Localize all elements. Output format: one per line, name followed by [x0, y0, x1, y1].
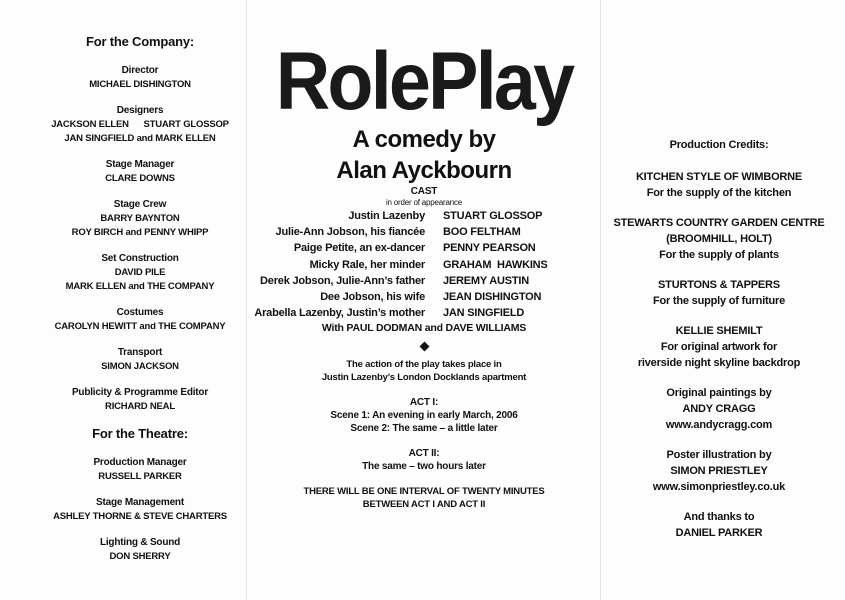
cast-role: Dee Jobson, his wife: [320, 291, 425, 304]
cast-row: [238, 289, 610, 305]
cast-actor: JEAN DISHINGTON: [443, 291, 542, 304]
credit-group: [40, 198, 240, 240]
cast-actor: JEREMY AUSTIN: [443, 274, 530, 287]
credit-group: [40, 386, 240, 414]
production-credits-column: [604, 138, 834, 555]
credit-line: www.simonpriestley.co.uk: [652, 481, 786, 493]
credit-role: Director: [121, 65, 159, 76]
scene-line: Scene 1: An evening in early March, 2006: [330, 410, 518, 422]
play-details-column: [238, 36, 610, 511]
interval-line: THERE WILL BE ONE INTERVAL OF TWENTY MINUTES: [303, 486, 545, 498]
credit-line: ANDY CRAGG: [682, 403, 756, 415]
credit-line: STEWARTS COUNTRY GARDEN CENTRE: [613, 217, 825, 229]
credit-name: RUSSELL PARKER: [98, 471, 182, 482]
cast-subheading: in order of appearance: [385, 198, 463, 207]
credit-group: [604, 509, 834, 541]
credit-name: JACKSON ELLEN STUART GLOSSOP: [51, 119, 229, 130]
credit-line: www.andycragg.com: [665, 419, 773, 431]
credit-group: [604, 385, 834, 433]
credit-group: [40, 346, 240, 374]
production-credits-heading: Production Credits:: [669, 139, 769, 151]
credit-line: For the supply of the kitchen: [646, 187, 792, 199]
credit-name: JAN SINGFIELD and MARK ELLEN: [64, 133, 216, 144]
credit-line: For the supply of furniture: [652, 295, 786, 307]
credit-name: ROY BIRCH and PENNY WHIPP: [71, 227, 209, 238]
credit-role: Transport: [117, 347, 163, 358]
credit-role: Stage Crew: [113, 199, 167, 210]
credit-role: Production Manager: [93, 457, 187, 468]
setting-line: The action of the play takes place in: [346, 359, 502, 371]
credit-group: [40, 252, 240, 294]
credit-line: DANIEL PARKER: [675, 527, 763, 539]
play-title: RolePlay: [275, 36, 573, 127]
credit-group: [40, 104, 240, 146]
credit-line: KELLIE SHEMILT: [675, 325, 763, 337]
cast-heading: CAST: [410, 186, 438, 197]
credit-name: CAROLYN HEWITT and THE COMPANY: [54, 321, 226, 332]
credit-group: [40, 456, 240, 484]
cast-row: [238, 257, 610, 273]
act-heading: ACT II:: [408, 448, 440, 460]
credit-group: [40, 536, 240, 564]
credit-name: CLARE DOWNS: [105, 173, 175, 184]
credit-name: DON SHERRY: [109, 551, 171, 562]
cast-row: [238, 305, 610, 321]
cast-role: Micky Rale, her minder: [309, 258, 425, 271]
credit-group: [604, 215, 834, 263]
cast-row: [238, 224, 610, 240]
credit-group: [604, 323, 834, 371]
credit-name: BARRY BAYNTON: [100, 213, 180, 224]
scene-line: Scene 2: The same – a little later: [350, 423, 498, 435]
credit-line: Poster illustration by: [666, 449, 772, 461]
credit-line: SIMON PRIESTLEY: [670, 465, 768, 477]
credit-role: Lighting & Sound: [99, 537, 181, 548]
setting-line: Justin Lazenby’s London Docklands apartment: [321, 372, 527, 384]
credit-group: [40, 158, 240, 186]
credit-group: [604, 447, 834, 495]
credit-name: MARK ELLEN and THE COMPANY: [65, 281, 215, 292]
cast-actor: BOO FELTHAM: [443, 226, 521, 239]
cast-role: Julie-Ann Jobson, his fiancée: [275, 226, 425, 239]
cast-actor: STUART GLOSSOP: [443, 210, 543, 222]
credit-role: Stage Manager: [105, 159, 175, 170]
credit-line: KITCHEN STYLE OF WIMBORNE: [635, 171, 803, 183]
scene-line: The same – two hours later: [362, 461, 486, 473]
credit-name: MICHAEL DISHINGTON: [89, 79, 191, 90]
credit-group: [40, 496, 240, 524]
credit-line: For the supply of plants: [659, 249, 779, 261]
cast-role: Derek Jobson, Julie-Ann’s father: [260, 274, 425, 287]
credit-line: Original paintings by: [666, 387, 772, 399]
credit-name: RICHARD NEAL: [105, 401, 175, 412]
credit-line: For original artwork for: [660, 341, 778, 353]
with-line: With PAUL DODMAN and DAVE WILLIAMS: [321, 322, 527, 335]
cast-list: [238, 208, 610, 321]
act-heading: ACT I:: [409, 397, 439, 409]
credit-group: [40, 64, 240, 92]
company-heading: For the Company:: [85, 34, 195, 49]
playwright-name: Alan Ayckbourn: [336, 157, 512, 184]
cast-row: [238, 273, 610, 289]
cast-role: Justin Lazenby: [348, 210, 425, 222]
credit-line: And thanks to: [683, 511, 755, 523]
credit-name: SIMON JACKSON: [101, 361, 179, 372]
credit-role: Stage Management: [96, 497, 184, 508]
cast-row: [238, 240, 610, 256]
credit-group: [40, 306, 240, 334]
interval-line: BETWEEN ACT I AND ACT II: [362, 499, 486, 511]
credit-role: Publicity & Programme Editor: [71, 387, 209, 398]
cast-actor: JAN SINGFIELD: [443, 307, 525, 320]
credit-line: STURTONS & TAPPERS: [658, 279, 780, 291]
play-subtitle: A comedy by: [352, 126, 496, 153]
cast-actor: GRAHAM HAWKINS: [443, 258, 548, 271]
cast-actor: PENNY PEARSON: [443, 242, 536, 255]
cast-row: [238, 208, 610, 224]
credit-group: [604, 277, 834, 309]
credit-name: DAVID PILE: [114, 267, 166, 278]
credit-line: (BROOMHILL, HOLT): [666, 233, 772, 245]
credit-line: riverside night skyline backdrop: [637, 357, 801, 369]
credit-role: Costumes: [116, 307, 164, 318]
credit-name: ASHLEY THORNE & STEVE CHARTERS: [53, 511, 227, 522]
credit-role: Designers: [116, 105, 164, 116]
company-credits-column: [40, 34, 240, 576]
theatre-heading: For the Theatre:: [92, 426, 188, 441]
credit-group: [604, 169, 834, 201]
cast-role: Arabella Lazenby, Justin’s mother: [254, 307, 425, 320]
diamond-divider-icon: [419, 342, 429, 352]
cast-role: Paige Petite, an ex-dancer: [293, 242, 425, 255]
credit-role: Set Construction: [101, 253, 179, 264]
